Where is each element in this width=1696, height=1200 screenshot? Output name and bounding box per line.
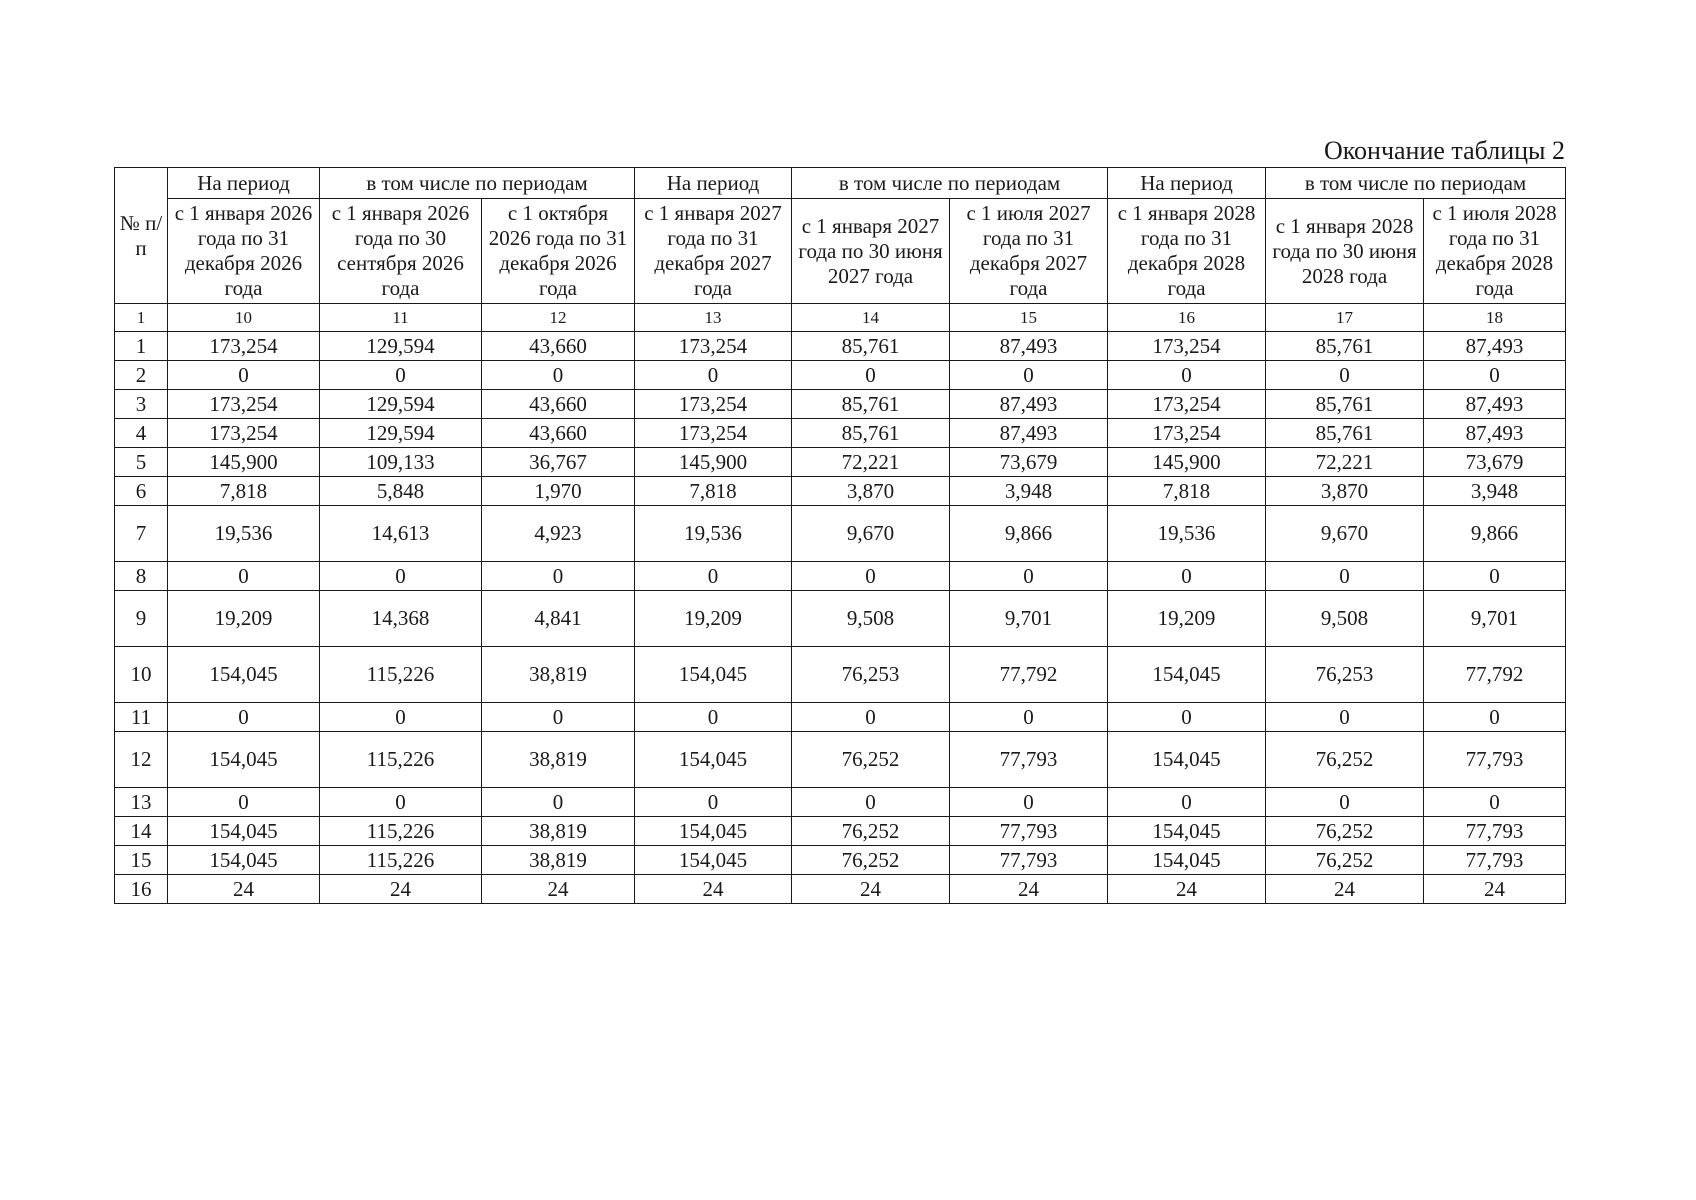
value-cell: 76,252 xyxy=(792,846,950,875)
value-cell: 0 xyxy=(1266,788,1424,817)
row-number-cell: 14 xyxy=(115,817,168,846)
value-cell: 77,793 xyxy=(950,732,1108,788)
value-cell: 0 xyxy=(635,361,792,390)
value-cell: 9,670 xyxy=(792,506,950,562)
row-number-cell: 10 xyxy=(115,647,168,703)
value-cell: 0 xyxy=(1108,562,1266,591)
value-cell: 0 xyxy=(1108,361,1266,390)
value-cell: 129,594 xyxy=(320,390,482,419)
value-cell: 43,660 xyxy=(482,419,635,448)
column-header-period: с 1 октября 2026 года по 31 декабря 2026 года xyxy=(482,199,635,304)
value-cell: 7,818 xyxy=(635,477,792,506)
column-group-header-subperiods: в том числе по периодам xyxy=(320,168,635,199)
table-row xyxy=(115,817,1566,846)
table-row xyxy=(115,703,1566,732)
value-cell: 38,819 xyxy=(482,817,635,846)
value-cell: 0 xyxy=(792,361,950,390)
value-cell: 24 xyxy=(1266,875,1424,904)
value-cell: 154,045 xyxy=(635,647,792,703)
value-cell: 24 xyxy=(482,875,635,904)
column-group-header-subperiods: в том числе по периодам xyxy=(1266,168,1566,199)
column-header-period: с 1 января 2026 года по 31 декабря 2026 года xyxy=(168,199,320,304)
value-cell: 0 xyxy=(482,788,635,817)
column-index-cell: 18 xyxy=(1424,304,1566,332)
value-cell: 85,761 xyxy=(792,332,950,361)
value-cell: 4,923 xyxy=(482,506,635,562)
value-cell: 145,900 xyxy=(1108,448,1266,477)
data-table xyxy=(114,167,1566,904)
column-index-cell: 13 xyxy=(635,304,792,332)
value-cell: 72,221 xyxy=(1266,448,1424,477)
value-cell: 24 xyxy=(168,875,320,904)
value-cell: 0 xyxy=(1266,361,1424,390)
value-cell: 173,254 xyxy=(635,390,792,419)
value-cell: 0 xyxy=(320,361,482,390)
row-number-cell: 16 xyxy=(115,875,168,904)
column-header-period: с 1 января 2028 года по 31 декабря 2028 года xyxy=(1108,199,1266,304)
value-cell: 173,254 xyxy=(1108,332,1266,361)
table-row xyxy=(115,390,1566,419)
value-cell: 85,761 xyxy=(1266,419,1424,448)
column-header-number: № п/п xyxy=(115,168,168,304)
value-cell: 19,536 xyxy=(635,506,792,562)
column-index-cell: 16 xyxy=(1108,304,1266,332)
value-cell: 0 xyxy=(320,562,482,591)
table-row xyxy=(115,591,1566,647)
value-cell: 0 xyxy=(950,361,1108,390)
value-cell: 19,209 xyxy=(1108,591,1266,647)
value-cell: 76,252 xyxy=(792,732,950,788)
value-cell: 0 xyxy=(950,562,1108,591)
value-cell: 38,819 xyxy=(482,846,635,875)
value-cell: 0 xyxy=(1108,703,1266,732)
value-cell: 0 xyxy=(950,703,1108,732)
column-index-cell: 10 xyxy=(168,304,320,332)
row-number-cell: 3 xyxy=(115,390,168,419)
value-cell: 145,900 xyxy=(635,448,792,477)
value-cell: 0 xyxy=(635,562,792,591)
row-number-cell: 4 xyxy=(115,419,168,448)
value-cell: 109,133 xyxy=(320,448,482,477)
table-row xyxy=(115,361,1566,390)
value-cell: 0 xyxy=(635,703,792,732)
value-cell: 5,848 xyxy=(320,477,482,506)
column-header-period: с 1 января 2027 года по 30 июня 2027 года xyxy=(792,199,950,304)
column-group-header-period: На период xyxy=(1108,168,1266,199)
value-cell: 19,209 xyxy=(635,591,792,647)
column-index-cell: 12 xyxy=(482,304,635,332)
value-cell: 76,252 xyxy=(1266,846,1424,875)
value-cell: 3,948 xyxy=(1424,477,1566,506)
value-cell: 173,254 xyxy=(635,419,792,448)
value-cell: 129,594 xyxy=(320,332,482,361)
value-cell: 24 xyxy=(635,875,792,904)
table-row xyxy=(115,875,1566,904)
column-index-cell: 11 xyxy=(320,304,482,332)
value-cell: 0 xyxy=(482,562,635,591)
value-cell: 154,045 xyxy=(635,732,792,788)
value-cell: 1,970 xyxy=(482,477,635,506)
value-cell: 115,226 xyxy=(320,817,482,846)
column-group-header-period: На период xyxy=(168,168,320,199)
value-cell: 173,254 xyxy=(168,419,320,448)
table-row xyxy=(115,477,1566,506)
column-header-period: с 1 января 2028 года по 30 июня 2028 года xyxy=(1266,199,1424,304)
value-cell: 3,870 xyxy=(1266,477,1424,506)
value-cell: 0 xyxy=(168,703,320,732)
value-cell: 76,252 xyxy=(792,817,950,846)
value-cell: 9,866 xyxy=(950,506,1108,562)
value-cell: 87,493 xyxy=(1424,390,1566,419)
row-number-cell: 11 xyxy=(115,703,168,732)
value-cell: 87,493 xyxy=(950,332,1108,361)
value-cell: 24 xyxy=(950,875,1108,904)
header-group-row xyxy=(115,168,1566,199)
value-cell: 19,536 xyxy=(168,506,320,562)
value-cell: 0 xyxy=(482,703,635,732)
row-number-cell: 5 xyxy=(115,448,168,477)
value-cell: 154,045 xyxy=(1108,846,1266,875)
value-cell: 77,792 xyxy=(1424,647,1566,703)
value-cell: 38,819 xyxy=(482,732,635,788)
column-group-header-period: На период xyxy=(635,168,792,199)
value-cell: 77,793 xyxy=(1424,817,1566,846)
value-cell: 85,761 xyxy=(792,419,950,448)
column-index-cell: 15 xyxy=(950,304,1108,332)
column-header-period: с 1 июля 2028 года по 31 декабря 2028 года xyxy=(1424,199,1566,304)
row-number-cell: 2 xyxy=(115,361,168,390)
value-cell: 85,761 xyxy=(1266,390,1424,419)
value-cell: 0 xyxy=(635,788,792,817)
row-number-cell: 6 xyxy=(115,477,168,506)
value-cell: 154,045 xyxy=(1108,817,1266,846)
value-cell: 43,660 xyxy=(482,390,635,419)
value-cell: 87,493 xyxy=(950,419,1108,448)
value-cell: 115,226 xyxy=(320,732,482,788)
value-cell: 154,045 xyxy=(635,846,792,875)
value-cell: 173,254 xyxy=(1108,419,1266,448)
value-cell: 72,221 xyxy=(792,448,950,477)
column-index-cell: 17 xyxy=(1266,304,1424,332)
value-cell: 9,701 xyxy=(950,591,1108,647)
value-cell: 3,870 xyxy=(792,477,950,506)
value-cell: 3,948 xyxy=(950,477,1108,506)
value-cell: 0 xyxy=(482,361,635,390)
value-cell: 76,252 xyxy=(1266,732,1424,788)
value-cell: 154,045 xyxy=(168,846,320,875)
table-row xyxy=(115,562,1566,591)
value-cell: 9,670 xyxy=(1266,506,1424,562)
value-cell: 24 xyxy=(1424,875,1566,904)
value-cell: 76,252 xyxy=(1266,817,1424,846)
row-number-cell: 13 xyxy=(115,788,168,817)
value-cell: 77,793 xyxy=(1424,846,1566,875)
column-header-period: с 1 января 2027 года по 31 декабря 2027 года xyxy=(635,199,792,304)
value-cell: 154,045 xyxy=(168,732,320,788)
value-cell: 85,761 xyxy=(1266,332,1424,361)
value-cell: 154,045 xyxy=(1108,647,1266,703)
value-cell: 0 xyxy=(792,788,950,817)
value-cell: 77,793 xyxy=(1424,732,1566,788)
value-cell: 77,793 xyxy=(950,817,1108,846)
value-cell: 0 xyxy=(792,703,950,732)
column-group-header-subperiods: в том числе по периодам xyxy=(792,168,1108,199)
value-cell: 0 xyxy=(792,562,950,591)
value-cell: 43,660 xyxy=(482,332,635,361)
value-cell: 173,254 xyxy=(168,332,320,361)
value-cell: 129,594 xyxy=(320,419,482,448)
value-cell: 115,226 xyxy=(320,846,482,875)
value-cell: 24 xyxy=(792,875,950,904)
row-number-cell: 9 xyxy=(115,591,168,647)
value-cell: 0 xyxy=(168,788,320,817)
column-header-period: с 1 июля 2027 года по 31 декабря 2027 года xyxy=(950,199,1108,304)
row-number-cell: 7 xyxy=(115,506,168,562)
row-number-cell: 8 xyxy=(115,562,168,591)
value-cell: 0 xyxy=(320,788,482,817)
value-cell: 77,792 xyxy=(950,647,1108,703)
column-index-cell: 1 xyxy=(115,304,168,332)
value-cell: 87,493 xyxy=(1424,419,1566,448)
value-cell: 7,818 xyxy=(168,477,320,506)
row-number-cell: 12 xyxy=(115,732,168,788)
value-cell: 76,253 xyxy=(792,647,950,703)
value-cell: 145,900 xyxy=(168,448,320,477)
value-cell: 77,793 xyxy=(950,846,1108,875)
value-cell: 154,045 xyxy=(168,647,320,703)
value-cell: 0 xyxy=(168,562,320,591)
table-row xyxy=(115,419,1566,448)
column-header-period: с 1 января 2026 года по 30 сентября 2026 года xyxy=(320,199,482,304)
value-cell: 4,841 xyxy=(482,591,635,647)
table-row xyxy=(115,506,1566,562)
value-cell: 7,818 xyxy=(1108,477,1266,506)
value-cell: 73,679 xyxy=(1424,448,1566,477)
header-period-row xyxy=(115,199,1566,304)
value-cell: 0 xyxy=(1424,703,1566,732)
value-cell: 0 xyxy=(1266,562,1424,591)
value-cell: 24 xyxy=(320,875,482,904)
table-row xyxy=(115,788,1566,817)
value-cell: 38,819 xyxy=(482,647,635,703)
value-cell: 9,508 xyxy=(1266,591,1424,647)
value-cell: 9,508 xyxy=(792,591,950,647)
value-cell: 154,045 xyxy=(168,817,320,846)
value-cell: 173,254 xyxy=(635,332,792,361)
table-row xyxy=(115,448,1566,477)
row-number-cell: 15 xyxy=(115,846,168,875)
value-cell: 0 xyxy=(168,361,320,390)
value-cell: 87,493 xyxy=(950,390,1108,419)
value-cell: 14,613 xyxy=(320,506,482,562)
value-cell: 115,226 xyxy=(320,647,482,703)
value-cell: 0 xyxy=(1424,562,1566,591)
value-cell: 0 xyxy=(1108,788,1266,817)
table-row xyxy=(115,846,1566,875)
row-number-cell: 1 xyxy=(115,332,168,361)
value-cell: 73,679 xyxy=(950,448,1108,477)
value-cell: 173,254 xyxy=(1108,390,1266,419)
table-row xyxy=(115,647,1566,703)
value-cell: 76,253 xyxy=(1266,647,1424,703)
value-cell: 87,493 xyxy=(1424,332,1566,361)
value-cell: 85,761 xyxy=(792,390,950,419)
value-cell: 14,368 xyxy=(320,591,482,647)
table-row xyxy=(115,732,1566,788)
value-cell: 173,254 xyxy=(168,390,320,419)
value-cell: 154,045 xyxy=(635,817,792,846)
value-cell: 36,767 xyxy=(482,448,635,477)
column-index-cell: 14 xyxy=(792,304,950,332)
table-row xyxy=(115,332,1566,361)
value-cell: 0 xyxy=(1266,703,1424,732)
table-caption: Окончание таблицы 2 xyxy=(1323,136,1565,165)
value-cell: 0 xyxy=(1424,361,1566,390)
column-index-row xyxy=(115,304,1566,332)
value-cell: 154,045 xyxy=(1108,732,1266,788)
value-cell: 19,209 xyxy=(168,591,320,647)
value-cell: 19,536 xyxy=(1108,506,1266,562)
value-cell: 0 xyxy=(320,703,482,732)
value-cell: 9,866 xyxy=(1424,506,1566,562)
value-cell: 24 xyxy=(1108,875,1266,904)
value-cell: 0 xyxy=(1424,788,1566,817)
value-cell: 0 xyxy=(950,788,1108,817)
value-cell: 9,701 xyxy=(1424,591,1566,647)
